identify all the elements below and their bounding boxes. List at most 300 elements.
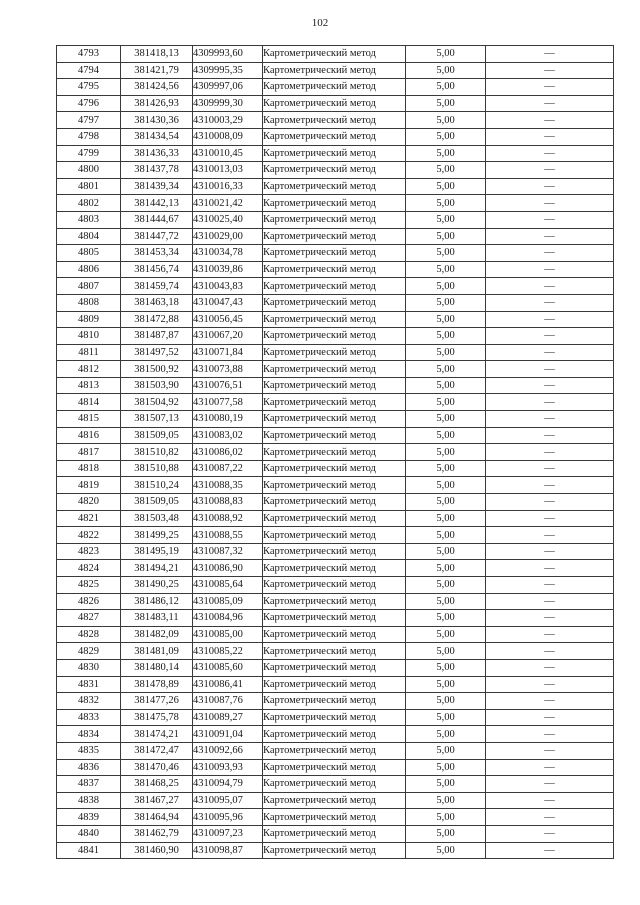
method-cell: Картометрический метод xyxy=(263,162,406,179)
point-number-cell: 4832 xyxy=(57,693,121,710)
x-coordinate-cell: 381494,21 xyxy=(121,560,193,577)
table-row xyxy=(57,261,614,278)
y-coordinate-cell: 4310077,58 xyxy=(193,394,263,411)
accuracy-cell: 5,00 xyxy=(406,560,486,577)
note-cell: — xyxy=(486,211,614,228)
method-cell: Картометрический метод xyxy=(263,825,406,842)
point-number-cell: 4813 xyxy=(57,377,121,394)
method-cell: Картометрический метод xyxy=(263,510,406,527)
y-coordinate-cell: 4309999,30 xyxy=(193,95,263,112)
note-cell: — xyxy=(486,792,614,809)
x-coordinate-cell: 381468,25 xyxy=(121,776,193,793)
x-coordinate-cell: 381510,24 xyxy=(121,477,193,494)
table-row xyxy=(57,659,614,676)
accuracy-cell: 5,00 xyxy=(406,726,486,743)
point-number-cell: 4797 xyxy=(57,112,121,129)
accuracy-cell: 5,00 xyxy=(406,294,486,311)
note-cell: — xyxy=(486,162,614,179)
table-row xyxy=(57,842,614,859)
x-coordinate-cell: 381478,89 xyxy=(121,676,193,693)
point-number-cell: 4814 xyxy=(57,394,121,411)
table-row xyxy=(57,294,614,311)
method-cell: Картометрический метод xyxy=(263,742,406,759)
table-row xyxy=(57,311,614,328)
x-coordinate-cell: 381472,88 xyxy=(121,311,193,328)
note-cell: — xyxy=(486,560,614,577)
x-coordinate-cell: 381439,34 xyxy=(121,178,193,195)
x-coordinate-cell: 381463,18 xyxy=(121,294,193,311)
point-number-cell: 4838 xyxy=(57,792,121,809)
accuracy-cell: 5,00 xyxy=(406,112,486,129)
method-cell: Картометрический метод xyxy=(263,328,406,345)
point-number-cell: 4796 xyxy=(57,95,121,112)
accuracy-cell: 5,00 xyxy=(406,162,486,179)
y-coordinate-cell: 4310092,66 xyxy=(193,742,263,759)
point-number-cell: 4793 xyxy=(57,46,121,63)
y-coordinate-cell: 4310013,03 xyxy=(193,162,263,179)
point-number-cell: 4803 xyxy=(57,211,121,228)
note-cell: — xyxy=(486,776,614,793)
method-cell: Картометрический метод xyxy=(263,245,406,262)
accuracy-cell: 5,00 xyxy=(406,825,486,842)
method-cell: Картометрический метод xyxy=(263,460,406,477)
x-coordinate-cell: 381434,54 xyxy=(121,128,193,145)
accuracy-cell: 5,00 xyxy=(406,460,486,477)
accuracy-cell: 5,00 xyxy=(406,328,486,345)
method-cell: Картометрический метод xyxy=(263,427,406,444)
x-coordinate-cell: 381459,74 xyxy=(121,278,193,295)
point-number-cell: 4802 xyxy=(57,195,121,212)
y-coordinate-cell: 4310085,09 xyxy=(193,593,263,610)
note-cell: — xyxy=(486,659,614,676)
x-coordinate-cell: 381460,90 xyxy=(121,842,193,859)
point-number-cell: 4815 xyxy=(57,411,121,428)
y-coordinate-cell: 4310089,27 xyxy=(193,709,263,726)
note-cell: — xyxy=(486,825,614,842)
y-coordinate-cell: 4310087,22 xyxy=(193,460,263,477)
method-cell: Картометрический метод xyxy=(263,527,406,544)
x-coordinate-cell: 381509,05 xyxy=(121,494,193,511)
x-coordinate-cell: 381426,93 xyxy=(121,95,193,112)
table-row xyxy=(57,211,614,228)
table-row xyxy=(57,792,614,809)
note-cell: — xyxy=(486,842,614,859)
accuracy-cell: 5,00 xyxy=(406,676,486,693)
table-row xyxy=(57,626,614,643)
x-coordinate-cell: 381497,52 xyxy=(121,344,193,361)
method-cell: Картометрический метод xyxy=(263,228,406,245)
note-cell: — xyxy=(486,460,614,477)
note-cell: — xyxy=(486,626,614,643)
table-row xyxy=(57,377,614,394)
accuracy-cell: 5,00 xyxy=(406,261,486,278)
y-coordinate-cell: 4309993,60 xyxy=(193,46,263,63)
y-coordinate-cell: 4310083,02 xyxy=(193,427,263,444)
note-cell: — xyxy=(486,128,614,145)
table-row xyxy=(57,693,614,710)
y-coordinate-cell: 4310016,33 xyxy=(193,178,263,195)
y-coordinate-cell: 4310076,51 xyxy=(193,377,263,394)
x-coordinate-cell: 381444,67 xyxy=(121,211,193,228)
note-cell: — xyxy=(486,593,614,610)
table-row xyxy=(57,178,614,195)
y-coordinate-cell: 4310039,86 xyxy=(193,261,263,278)
table-row xyxy=(57,79,614,96)
method-cell: Картометрический метод xyxy=(263,344,406,361)
note-cell: — xyxy=(486,809,614,826)
table-row xyxy=(57,195,614,212)
accuracy-cell: 5,00 xyxy=(406,610,486,627)
point-number-cell: 4833 xyxy=(57,709,121,726)
method-cell: Картометрический метод xyxy=(263,477,406,494)
y-coordinate-cell: 4310088,92 xyxy=(193,510,263,527)
accuracy-cell: 5,00 xyxy=(406,79,486,96)
point-number-cell: 4820 xyxy=(57,494,121,511)
point-number-cell: 4839 xyxy=(57,809,121,826)
x-coordinate-cell: 381475,78 xyxy=(121,709,193,726)
table-row xyxy=(57,62,614,79)
note-cell: — xyxy=(486,112,614,129)
method-cell: Картометрический метод xyxy=(263,676,406,693)
table-row xyxy=(57,610,614,627)
accuracy-cell: 5,00 xyxy=(406,62,486,79)
x-coordinate-cell: 381510,82 xyxy=(121,444,193,461)
note-cell: — xyxy=(486,759,614,776)
point-number-cell: 4805 xyxy=(57,245,121,262)
y-coordinate-cell: 4310088,35 xyxy=(193,477,263,494)
y-coordinate-cell: 4310095,07 xyxy=(193,792,263,809)
table-row xyxy=(57,577,614,594)
point-number-cell: 4810 xyxy=(57,328,121,345)
note-cell: — xyxy=(486,577,614,594)
note-cell: — xyxy=(486,726,614,743)
accuracy-cell: 5,00 xyxy=(406,361,486,378)
y-coordinate-cell: 4310056,45 xyxy=(193,311,263,328)
point-number-cell: 4808 xyxy=(57,294,121,311)
table-row xyxy=(57,560,614,577)
x-coordinate-cell: 381421,79 xyxy=(121,62,193,79)
y-coordinate-cell: 4310086,02 xyxy=(193,444,263,461)
x-coordinate-cell: 381464,94 xyxy=(121,809,193,826)
note-cell: — xyxy=(486,294,614,311)
note-cell: — xyxy=(486,411,614,428)
accuracy-cell: 5,00 xyxy=(406,842,486,859)
point-number-cell: 4828 xyxy=(57,626,121,643)
x-coordinate-cell: 381456,74 xyxy=(121,261,193,278)
method-cell: Картометрический метод xyxy=(263,444,406,461)
table-row xyxy=(57,245,614,262)
point-number-cell: 4817 xyxy=(57,444,121,461)
table-row xyxy=(57,527,614,544)
note-cell: — xyxy=(486,228,614,245)
accuracy-cell: 5,00 xyxy=(406,145,486,162)
method-cell: Картометрический метод xyxy=(263,361,406,378)
method-cell: Картометрический метод xyxy=(263,394,406,411)
table-row xyxy=(57,759,614,776)
method-cell: Картометрический метод xyxy=(263,294,406,311)
accuracy-cell: 5,00 xyxy=(406,444,486,461)
y-coordinate-cell: 4310021,42 xyxy=(193,195,263,212)
x-coordinate-cell: 381436,33 xyxy=(121,145,193,162)
point-number-cell: 4837 xyxy=(57,776,121,793)
table-row xyxy=(57,128,614,145)
accuracy-cell: 5,00 xyxy=(406,776,486,793)
method-cell: Картометрический метод xyxy=(263,211,406,228)
accuracy-cell: 5,00 xyxy=(406,577,486,594)
x-coordinate-cell: 381503,90 xyxy=(121,377,193,394)
point-number-cell: 4822 xyxy=(57,527,121,544)
table-row xyxy=(57,328,614,345)
y-coordinate-cell: 4310034,78 xyxy=(193,245,263,262)
y-coordinate-cell: 4310029,00 xyxy=(193,228,263,245)
method-cell: Картометрический метод xyxy=(263,709,406,726)
y-coordinate-cell: 4310088,83 xyxy=(193,494,263,511)
table-row xyxy=(57,643,614,660)
x-coordinate-cell: 381495,19 xyxy=(121,543,193,560)
y-coordinate-cell: 4310084,96 xyxy=(193,610,263,627)
note-cell: — xyxy=(486,344,614,361)
note-cell: — xyxy=(486,46,614,63)
point-number-cell: 4836 xyxy=(57,759,121,776)
y-coordinate-cell: 4310094,79 xyxy=(193,776,263,793)
accuracy-cell: 5,00 xyxy=(406,709,486,726)
y-coordinate-cell: 4310098,87 xyxy=(193,842,263,859)
method-cell: Картометрический метод xyxy=(263,178,406,195)
note-cell: — xyxy=(486,444,614,461)
point-number-cell: 4809 xyxy=(57,311,121,328)
point-number-cell: 4799 xyxy=(57,145,121,162)
method-cell: Картометрический метод xyxy=(263,776,406,793)
x-coordinate-cell: 381499,25 xyxy=(121,527,193,544)
point-number-cell: 4824 xyxy=(57,560,121,577)
y-coordinate-cell: 4310085,00 xyxy=(193,626,263,643)
accuracy-cell: 5,00 xyxy=(406,809,486,826)
y-coordinate-cell: 4310010,45 xyxy=(193,145,263,162)
method-cell: Картометрический метод xyxy=(263,411,406,428)
note-cell: — xyxy=(486,742,614,759)
accuracy-cell: 5,00 xyxy=(406,477,486,494)
method-cell: Картометрический метод xyxy=(263,759,406,776)
table-row xyxy=(57,709,614,726)
table-row xyxy=(57,394,614,411)
table-row xyxy=(57,676,614,693)
note-cell: — xyxy=(486,676,614,693)
note-cell: — xyxy=(486,79,614,96)
method-cell: Картометрический метод xyxy=(263,643,406,660)
x-coordinate-cell: 381474,21 xyxy=(121,726,193,743)
y-coordinate-cell: 4310086,41 xyxy=(193,676,263,693)
point-number-cell: 4821 xyxy=(57,510,121,527)
table-row xyxy=(57,510,614,527)
point-number-cell: 4804 xyxy=(57,228,121,245)
accuracy-cell: 5,00 xyxy=(406,311,486,328)
method-cell: Картометрический метод xyxy=(263,659,406,676)
note-cell: — xyxy=(486,477,614,494)
x-coordinate-cell: 381472,47 xyxy=(121,742,193,759)
table-row xyxy=(57,411,614,428)
accuracy-cell: 5,00 xyxy=(406,95,486,112)
note-cell: — xyxy=(486,427,614,444)
method-cell: Картометрический метод xyxy=(263,112,406,129)
x-coordinate-cell: 381418,13 xyxy=(121,46,193,63)
point-number-cell: 4801 xyxy=(57,178,121,195)
table-row xyxy=(57,593,614,610)
accuracy-cell: 5,00 xyxy=(406,228,486,245)
table-row xyxy=(57,726,614,743)
accuracy-cell: 5,00 xyxy=(406,278,486,295)
y-coordinate-cell: 4310008,09 xyxy=(193,128,263,145)
method-cell: Картометрический метод xyxy=(263,128,406,145)
note-cell: — xyxy=(486,361,614,378)
note-cell: — xyxy=(486,643,614,660)
y-coordinate-cell: 4310097,23 xyxy=(193,825,263,842)
accuracy-cell: 5,00 xyxy=(406,427,486,444)
method-cell: Картометрический метод xyxy=(263,79,406,96)
note-cell: — xyxy=(486,610,614,627)
note-cell: — xyxy=(486,709,614,726)
table-row xyxy=(57,494,614,511)
y-coordinate-cell: 4309997,06 xyxy=(193,79,263,96)
accuracy-cell: 5,00 xyxy=(406,494,486,511)
x-coordinate-cell: 381453,34 xyxy=(121,245,193,262)
accuracy-cell: 5,00 xyxy=(406,344,486,361)
y-coordinate-cell: 4310087,76 xyxy=(193,693,263,710)
y-coordinate-cell: 4309995,35 xyxy=(193,62,263,79)
method-cell: Картометрический метод xyxy=(263,842,406,859)
table-row xyxy=(57,444,614,461)
table-row xyxy=(57,460,614,477)
x-coordinate-cell: 381482,09 xyxy=(121,626,193,643)
point-number-cell: 4823 xyxy=(57,543,121,560)
point-number-cell: 4800 xyxy=(57,162,121,179)
y-coordinate-cell: 4310025,40 xyxy=(193,211,263,228)
accuracy-cell: 5,00 xyxy=(406,245,486,262)
table-row xyxy=(57,95,614,112)
method-cell: Картометрический метод xyxy=(263,726,406,743)
y-coordinate-cell: 4310091,04 xyxy=(193,726,263,743)
y-coordinate-cell: 4310085,64 xyxy=(193,577,263,594)
note-cell: — xyxy=(486,261,614,278)
x-coordinate-cell: 381504,92 xyxy=(121,394,193,411)
point-number-cell: 4841 xyxy=(57,842,121,859)
method-cell: Картометрический метод xyxy=(263,560,406,577)
accuracy-cell: 5,00 xyxy=(406,527,486,544)
method-cell: Картометрический метод xyxy=(263,610,406,627)
accuracy-cell: 5,00 xyxy=(406,128,486,145)
table-row xyxy=(57,427,614,444)
note-cell: — xyxy=(486,510,614,527)
x-coordinate-cell: 381490,25 xyxy=(121,577,193,594)
accuracy-cell: 5,00 xyxy=(406,377,486,394)
point-number-cell: 4819 xyxy=(57,477,121,494)
method-cell: Картометрический метод xyxy=(263,494,406,511)
point-number-cell: 4831 xyxy=(57,676,121,693)
table-row xyxy=(57,361,614,378)
table-row xyxy=(57,543,614,560)
method-cell: Картометрический метод xyxy=(263,195,406,212)
y-coordinate-cell: 4310087,32 xyxy=(193,543,263,560)
x-coordinate-cell: 381462,79 xyxy=(121,825,193,842)
table-row xyxy=(57,112,614,129)
accuracy-cell: 5,00 xyxy=(406,792,486,809)
x-coordinate-cell: 381477,26 xyxy=(121,693,193,710)
y-coordinate-cell: 4310003,29 xyxy=(193,112,263,129)
accuracy-cell: 5,00 xyxy=(406,659,486,676)
note-cell: — xyxy=(486,95,614,112)
y-coordinate-cell: 4310073,88 xyxy=(193,361,263,378)
note-cell: — xyxy=(486,311,614,328)
point-number-cell: 4830 xyxy=(57,659,121,676)
method-cell: Картометрический метод xyxy=(263,543,406,560)
y-coordinate-cell: 4310067,20 xyxy=(193,328,263,345)
y-coordinate-cell: 4310047,43 xyxy=(193,294,263,311)
table-row xyxy=(57,162,614,179)
point-number-cell: 4829 xyxy=(57,643,121,660)
accuracy-cell: 5,00 xyxy=(406,394,486,411)
method-cell: Картометрический метод xyxy=(263,95,406,112)
method-cell: Картометрический метод xyxy=(263,145,406,162)
point-number-cell: 4827 xyxy=(57,610,121,627)
method-cell: Картометрический метод xyxy=(263,261,406,278)
y-coordinate-cell: 4310043,83 xyxy=(193,278,263,295)
table-row xyxy=(57,742,614,759)
y-coordinate-cell: 4310085,22 xyxy=(193,643,263,660)
x-coordinate-cell: 381442,13 xyxy=(121,195,193,212)
accuracy-cell: 5,00 xyxy=(406,510,486,527)
x-coordinate-cell: 381480,14 xyxy=(121,659,193,676)
coordinates-table xyxy=(56,45,614,859)
x-coordinate-cell: 381483,11 xyxy=(121,610,193,627)
method-cell: Картометрический метод xyxy=(263,377,406,394)
table-row xyxy=(57,344,614,361)
y-coordinate-cell: 4310088,55 xyxy=(193,527,263,544)
accuracy-cell: 5,00 xyxy=(406,593,486,610)
y-coordinate-cell: 4310095,96 xyxy=(193,809,263,826)
note-cell: — xyxy=(486,62,614,79)
table-body xyxy=(57,46,614,859)
note-cell: — xyxy=(486,278,614,295)
point-number-cell: 4798 xyxy=(57,128,121,145)
point-number-cell: 4816 xyxy=(57,427,121,444)
table-row xyxy=(57,228,614,245)
point-number-cell: 4840 xyxy=(57,825,121,842)
x-coordinate-cell: 381467,27 xyxy=(121,792,193,809)
y-coordinate-cell: 4310071,84 xyxy=(193,344,263,361)
point-number-cell: 4807 xyxy=(57,278,121,295)
table-row xyxy=(57,145,614,162)
page-number: 102 xyxy=(311,17,329,29)
accuracy-cell: 5,00 xyxy=(406,411,486,428)
table-row xyxy=(57,776,614,793)
x-coordinate-cell: 381500,92 xyxy=(121,361,193,378)
method-cell: Картометрический метод xyxy=(263,809,406,826)
x-coordinate-cell: 381470,46 xyxy=(121,759,193,776)
x-coordinate-cell: 381424,56 xyxy=(121,79,193,96)
x-coordinate-cell: 381486,12 xyxy=(121,593,193,610)
y-coordinate-cell: 4310085,60 xyxy=(193,659,263,676)
point-number-cell: 4806 xyxy=(57,261,121,278)
accuracy-cell: 5,00 xyxy=(406,178,486,195)
note-cell: — xyxy=(486,178,614,195)
table-row xyxy=(57,477,614,494)
note-cell: — xyxy=(486,693,614,710)
note-cell: — xyxy=(486,328,614,345)
accuracy-cell: 5,00 xyxy=(406,626,486,643)
method-cell: Картометрический метод xyxy=(263,693,406,710)
method-cell: Картометрический метод xyxy=(263,577,406,594)
note-cell: — xyxy=(486,145,614,162)
table-row xyxy=(57,809,614,826)
